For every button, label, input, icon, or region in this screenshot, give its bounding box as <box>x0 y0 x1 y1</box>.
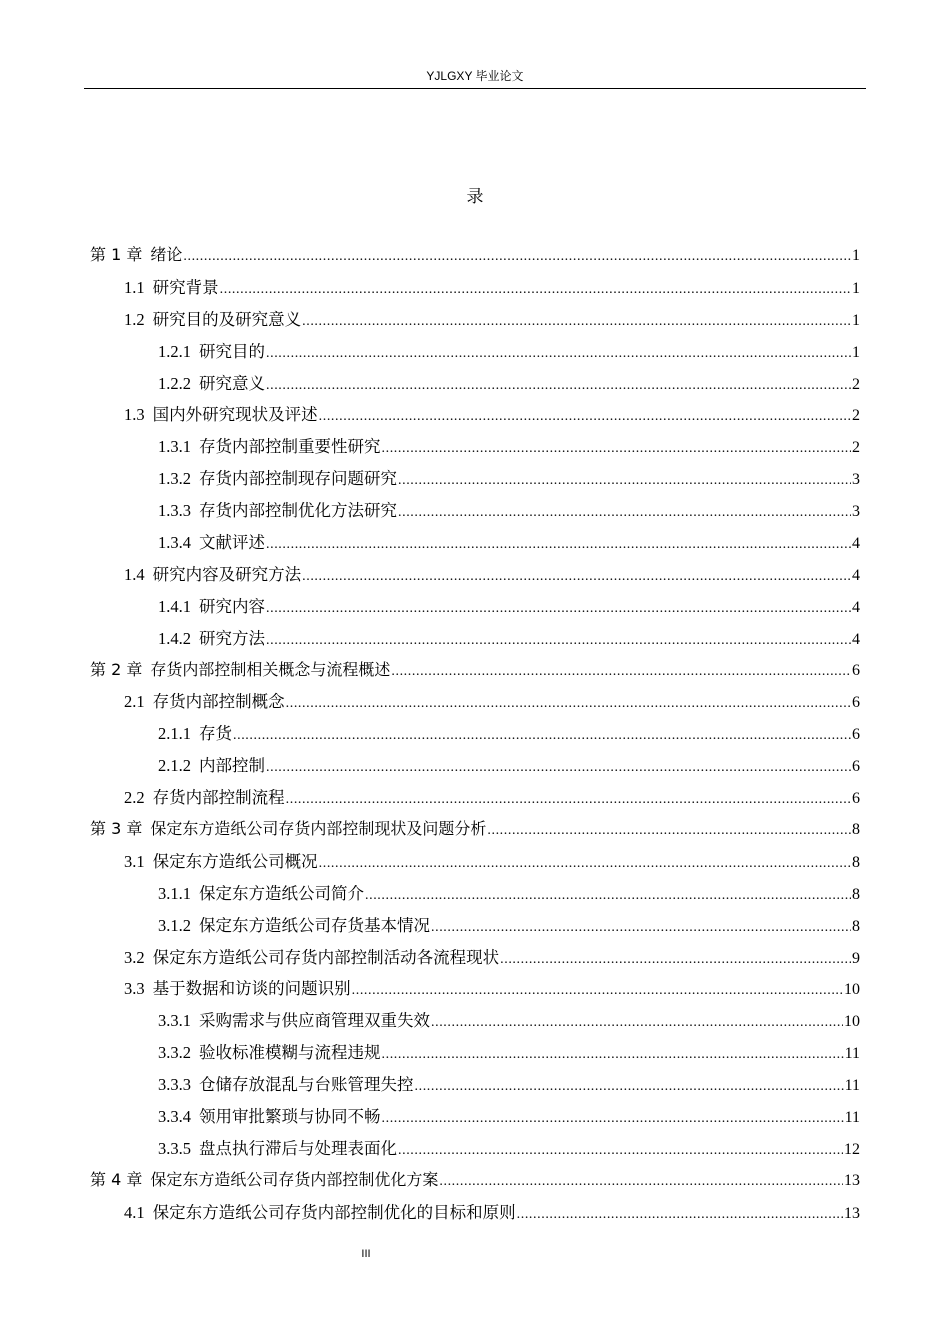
toc-entry-number: 3.3.2 <box>158 1043 191 1063</box>
table-of-contents <box>90 242 860 1231</box>
toc-entry-page: 8 <box>852 853 860 871</box>
toc-entry-page: 10 <box>844 981 860 999</box>
toc-entry-page: 8 <box>852 821 860 839</box>
toc-dot-leader <box>382 1107 844 1127</box>
toc-entry[interactable] <box>90 848 860 880</box>
toc-entry-title: 国内外研究现状及评述 <box>152 405 318 425</box>
toc-entry-title: 领用审批繁琐与协同不畅 <box>199 1107 381 1127</box>
toc-entry[interactable] <box>90 242 860 274</box>
toc-dot-leader <box>266 374 851 394</box>
toc-entry-number: 第 2 章 <box>90 659 143 679</box>
toc-entry-title: 保定东方造纸公司概况 <box>152 851 318 871</box>
toc-entry[interactable] <box>90 944 860 976</box>
toc-entry[interactable] <box>90 1199 860 1231</box>
toc-entry-page: 4 <box>852 598 860 616</box>
toc-entry[interactable] <box>90 593 860 625</box>
toc-dot-leader <box>431 916 851 936</box>
toc-dot-leader <box>286 692 851 712</box>
toc-dot-leader <box>500 948 851 968</box>
toc-dot-leader <box>517 1203 843 1223</box>
toc-entry-title: 保定东方造纸公司存货内部控制优化方案 <box>150 1169 439 1189</box>
toc-entry-title: 绪论 <box>150 245 183 264</box>
toc-dot-leader <box>398 1139 843 1159</box>
toc-dot-leader <box>398 501 851 521</box>
toc-entry[interactable] <box>90 880 860 912</box>
toc-entry[interactable] <box>90 1071 860 1103</box>
toc-entry-number: 1.3.4 <box>158 533 191 553</box>
toc-entry-title: 存货内部控制重要性研究 <box>199 437 381 457</box>
toc-dot-leader <box>398 469 851 489</box>
toc-entry[interactable] <box>90 1007 860 1039</box>
toc-dot-leader <box>302 310 851 330</box>
toc-entry-page: 1 <box>852 343 860 361</box>
toc-entry[interactable] <box>90 688 860 720</box>
toc-dot-leader <box>487 819 851 839</box>
toc-entry-number: 1.2.2 <box>158 373 191 393</box>
toc-entry-page: 6 <box>852 726 860 744</box>
toc-entry-title: 盘点执行滞后与处理表面化 <box>199 1138 397 1158</box>
toc-entry-number: 1.3.3 <box>158 501 191 521</box>
toc-entry-number: 第 4 章 <box>90 1169 143 1189</box>
toc-entry-number: 1.4.2 <box>158 628 191 648</box>
toc-dot-leader <box>319 852 851 872</box>
toc-entry-page: 10 <box>844 1013 860 1031</box>
toc-entry-page: 11 <box>844 1109 860 1127</box>
toc-entry[interactable] <box>90 529 860 561</box>
toc-entry[interactable] <box>90 975 860 1007</box>
toc-entry-number: 4.1 <box>124 1202 145 1222</box>
toc-entry-page: 2 <box>852 439 860 457</box>
toc-dot-leader <box>415 1075 844 1095</box>
toc-entry-page: 12 <box>844 1140 860 1158</box>
toc-entry[interactable] <box>90 1039 860 1071</box>
toc-entry[interactable] <box>90 1167 860 1199</box>
toc-entry[interactable] <box>90 306 860 338</box>
toc-dot-leader <box>365 884 851 904</box>
toc-entry-page: 2 <box>852 375 860 393</box>
toc-entry[interactable] <box>90 625 860 657</box>
toc-entry-number: 3.3.4 <box>158 1107 191 1127</box>
toc-dot-leader <box>266 629 851 649</box>
toc-entry-title: 研究意义 <box>199 373 265 393</box>
toc-dot-leader <box>431 1011 843 1031</box>
toc-entry-page: 1 <box>852 247 860 264</box>
toc-dot-leader <box>391 660 851 680</box>
toc-entry-page: 3 <box>852 503 860 521</box>
toc-entry-title: 内部控制 <box>199 756 265 776</box>
toc-entry-number: 3.1 <box>124 851 145 871</box>
toc-entry-page: 6 <box>852 661 860 679</box>
toc-entry-title: 研究目的 <box>199 341 265 361</box>
toc-entry[interactable] <box>90 816 860 848</box>
toc-entry-title: 存货内部控制相关概念与流程概述 <box>150 659 391 679</box>
toc-entry-title: 研究内容及研究方法 <box>152 564 302 584</box>
toc-entry-number: 3.3.3 <box>158 1075 191 1095</box>
toc-entry[interactable] <box>90 912 860 944</box>
toc-entry-number: 2.2 <box>124 788 145 808</box>
toc-entry-number: 1.4.1 <box>158 596 191 616</box>
toc-entry-title: 存货内部控制现存问题研究 <box>199 469 397 489</box>
toc-dot-leader <box>220 278 851 298</box>
toc-entry-number: 1.1 <box>124 277 145 297</box>
toc-entry-page: 11 <box>844 1077 860 1095</box>
toc-entry-number: 第 1 章 <box>90 245 143 264</box>
toc-entry-page: 3 <box>852 471 860 489</box>
toc-entry-page: 2 <box>852 407 860 425</box>
toc-entry-number: 1.2.1 <box>158 341 191 361</box>
toc-entry-page: 6 <box>852 694 860 712</box>
toc-entry-title: 仓储存放混乱与台账管理失控 <box>199 1075 414 1095</box>
toc-entry[interactable] <box>90 1103 860 1135</box>
toc-dot-leader <box>266 342 851 362</box>
toc-dot-leader <box>233 724 851 744</box>
toc-entry-page: 13 <box>844 1204 860 1222</box>
toc-entry-number: 3.2 <box>124 947 145 967</box>
toc-entry-number: 3.1.1 <box>158 883 191 903</box>
toc-entry[interactable] <box>90 561 860 593</box>
toc-entry[interactable] <box>90 274 860 306</box>
toc-entry-page: 4 <box>852 535 860 553</box>
toc-entry[interactable] <box>90 401 860 433</box>
toc-entry-title: 保定东方造纸公司存货内部控制活动各流程现状 <box>152 947 500 967</box>
toc-entry-page: 11 <box>844 1045 860 1063</box>
toc-entry[interactable] <box>90 752 860 784</box>
toc-dot-leader <box>286 788 851 808</box>
toc-entry-number: 2.1.2 <box>158 756 191 776</box>
toc-entry-page: 8 <box>852 885 860 903</box>
toc-entry-number: 1.2 <box>124 309 145 329</box>
toc-entry-number: 3.3 <box>124 979 145 999</box>
toc-entry-page: 8 <box>852 917 860 935</box>
toc-entry[interactable] <box>90 720 860 752</box>
toc-entry-number: 1.3.2 <box>158 469 191 489</box>
toc-dot-leader <box>382 437 852 457</box>
toc-entry-page: 1 <box>852 311 860 329</box>
toc-entry[interactable] <box>90 784 860 816</box>
toc-entry[interactable] <box>90 370 860 402</box>
toc-entry-title: 研究方法 <box>199 628 265 648</box>
toc-entry[interactable] <box>90 465 860 497</box>
toc-entry[interactable] <box>90 338 860 370</box>
toc-entry-page: 4 <box>852 566 860 584</box>
toc-entry-title: 文献评述 <box>199 533 265 553</box>
page-header: YJLGXY 毕业论文 <box>84 66 866 89</box>
toc-entry-number: 1.3.1 <box>158 437 191 457</box>
toc-entry-title: 存货 <box>199 724 232 744</box>
toc-entry-page: 13 <box>844 1171 860 1189</box>
toc-entry-title: 保定东方造纸公司存货基本情况 <box>199 915 430 935</box>
toc-entry-title: 存货内部控制流程 <box>152 788 285 808</box>
toc-dot-leader <box>302 565 851 585</box>
toc-entry-title: 采购需求与供应商管理双重失效 <box>199 1011 430 1031</box>
toc-dot-leader <box>352 979 843 999</box>
toc-dot-leader <box>319 405 851 425</box>
toc-entry-number: 2.1 <box>124 692 145 712</box>
toc-entry-page: 1 <box>852 279 860 297</box>
toc-entry-number: 3.1.2 <box>158 915 191 935</box>
toc-entry-page: 4 <box>852 630 860 648</box>
toc-entry-title: 存货内部控制优化方法研究 <box>199 501 397 521</box>
toc-entry-number: 3.3.5 <box>158 1138 191 1158</box>
toc-dot-leader <box>439 1170 843 1190</box>
toc-entry-title: 基于数据和访谈的问题识别 <box>152 979 351 999</box>
toc-entry-page: 6 <box>852 790 860 808</box>
toc-entry-number: 1.4 <box>124 564 145 584</box>
toc-entry-page: 9 <box>852 949 860 967</box>
toc-title: 录 <box>466 187 484 206</box>
toc-entry-number: 2.1.1 <box>158 724 191 744</box>
toc-entry-title: 研究目的及研究意义 <box>152 309 302 329</box>
toc-entry-number: 第 3 章 <box>90 819 143 839</box>
page-number: III <box>361 1248 371 1260</box>
toc-entry-number: 1.3 <box>124 405 145 425</box>
toc-entry-title: 保定东方造纸公司简介 <box>199 883 364 903</box>
toc-entry-title: 研究内容 <box>199 596 265 616</box>
toc-entry-page: 6 <box>852 758 860 776</box>
toc-entry[interactable] <box>90 1135 860 1167</box>
toc-entry-title: 研究背景 <box>152 277 219 297</box>
toc-dot-leader <box>183 245 851 265</box>
toc-dot-leader <box>266 533 851 553</box>
toc-entry-title: 存货内部控制概念 <box>152 692 285 712</box>
toc-dot-leader <box>266 597 851 617</box>
toc-entry-number: 3.3.1 <box>158 1011 191 1031</box>
toc-entry[interactable] <box>90 497 860 529</box>
toc-dot-leader <box>382 1043 844 1063</box>
toc-dot-leader <box>266 756 851 776</box>
toc-entry-title: 保定东方造纸公司存货内部控制现状及问题分析 <box>150 819 487 839</box>
toc-entry[interactable] <box>90 433 860 465</box>
toc-entry-title: 保定东方造纸公司存货内部控制优化的目标和原则 <box>152 1202 516 1222</box>
toc-entry-title: 验收标准模糊与流程违规 <box>199 1043 381 1063</box>
toc-entry[interactable] <box>90 657 860 689</box>
